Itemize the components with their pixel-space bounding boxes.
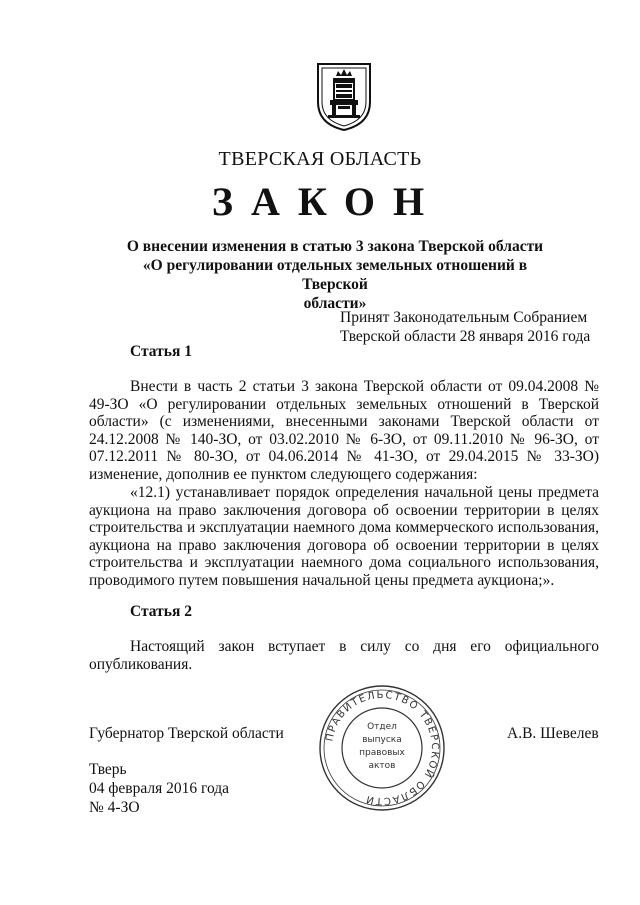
stamp-inner-line: актов	[368, 761, 396, 771]
law-title-line: О внесении изменения в статью 3 закона Тверской области	[126, 238, 544, 255]
article-1-heading: Статья 1	[130, 343, 192, 360]
tver-coat-of-arms-icon	[316, 62, 372, 132]
adoption-line: Принят Законодательным Собранием	[340, 309, 588, 326]
law-title	[110, 237, 560, 313]
article-1-quote	[89, 484, 599, 590]
signing-date: 04 февраля 2016 года	[89, 780, 230, 797]
governor-position: Губернатор Тверской области	[89, 725, 284, 742]
article-2-body: Настоящий закон вступает в силу со дня его официального опубликования.	[89, 638, 599, 673]
article-2-text	[89, 638, 599, 673]
stamp-inner-line: выпуска	[362, 735, 402, 745]
stamp-inner-line: правовых	[359, 748, 405, 758]
article-1-text	[89, 378, 599, 484]
place-and-date	[89, 760, 229, 817]
law-title-line: области»	[303, 295, 367, 312]
region-name: ТВЕРСКАЯ ОБЛАСТЬ	[218, 148, 422, 170]
document-type: ЗАКОН	[211, 179, 443, 224]
city: Тверь	[89, 761, 127, 778]
official-stamp	[318, 684, 446, 812]
article-1-body: Внести в часть 2 статьи 3 закона Тверской области от 09.04.2008 № 49-ЗО «О регулировании отдельных земельных отношений в Тверской области» (с изменениями, внесенными законами Тверской области от 24.12.2008 № 140-ЗО, от 03.02.2010 № 6-ЗО, от 09.11.2010 № 96-ЗО, от 07.12.2011 № 80-ЗО, от 04.06.2014 № 41-ЗО, от 29.04.2015 № 33-ЗО) изменение, дополнив ее пунктом следующего содержания:	[89, 378, 599, 483]
law-number: № 4-ЗО	[89, 799, 140, 816]
article-2-heading: Статья 2	[130, 603, 192, 620]
adoption-note	[340, 308, 590, 346]
governor-name: А.В. Шевелев	[507, 725, 599, 742]
coat-of-arms-emblem	[316, 62, 372, 132]
law-title-line: «О регулировании отдельных земельных отношений в Тверской	[142, 257, 528, 293]
stamp-outer-text: ПРАВИТЕЛЬСТВО ТВЕРСКОЙ ОБЛАСТИ	[324, 689, 441, 807]
stamp-inner-line: Отдел	[367, 722, 397, 732]
article-1-quote-body: «12.1) устанавливает порядок определения начальной цены предмета аукциона на право заключения договора об освоении территории в целях строительства и эксплуатации наемного дома коммерческого использования, аукциона на право заключения договора об освоении территории в целях строительства и эксплуатации наемного дома социального использования, проводимого путем повышения начальной цены предмета аукциона;».	[89, 484, 599, 589]
adoption-line: Тверской области 28 января 2016 года	[340, 328, 591, 345]
